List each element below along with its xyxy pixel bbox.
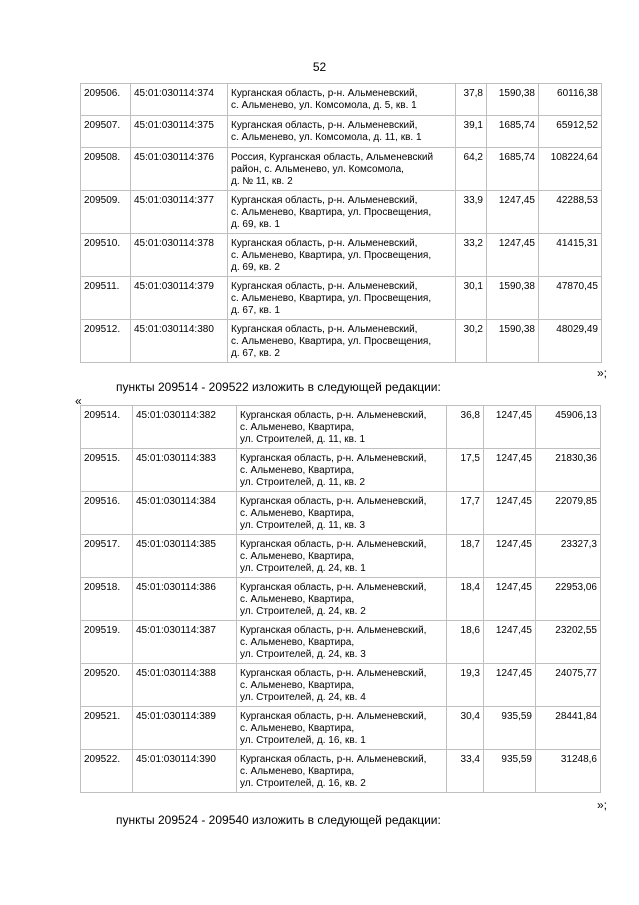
area-cell: 30,4 (447, 707, 484, 750)
address-line: Курганская область, р-н. Альменевский, (240, 754, 427, 765)
cadastral-number-cell: 45:01:030114:390 (133, 750, 237, 793)
area-cell: 30,1 (456, 277, 487, 320)
address-line: с. Альменево, Квартира, (240, 723, 355, 734)
row-number-cell: 209520. (81, 664, 133, 707)
address-cell (237, 492, 447, 535)
table-row (81, 320, 602, 363)
area-cell: 18,4 (447, 578, 484, 621)
address-line: Курганская область, р-н. Альменевский, (240, 625, 427, 636)
table-row (81, 84, 602, 116)
address-line: с. Альменево, Квартира, ул. Просвещения, (231, 293, 432, 304)
table-row (81, 116, 602, 148)
address-line: Курганская область, р-н. Альменевский, (240, 668, 427, 679)
page-number: 52 (312, 60, 327, 74)
sum-cell: 47870,45 (539, 277, 602, 320)
address-cell (237, 664, 447, 707)
row-number-cell: 209507. (81, 116, 131, 148)
area-cell: 18,6 (447, 621, 484, 664)
address-line: с. Альменево, ул. Комсомола, д. 5, кв. 1 (231, 100, 417, 111)
cadastral-number-cell: 45:01:030114:374 (131, 84, 228, 116)
row-number-cell: 209509. (81, 191, 131, 234)
sum-cell: 31248,6 (536, 750, 601, 793)
price-cell: 1685,74 (487, 116, 539, 148)
price-cell: 1247,45 (484, 406, 536, 449)
area-cell: 36,8 (447, 406, 484, 449)
address-line: Курганская область, р-н. Альменевский, (231, 281, 418, 292)
row-number-cell: 209514. (81, 406, 133, 449)
address-line: д. 69, кв. 2 (231, 262, 280, 273)
area-cell: 33,9 (456, 191, 487, 234)
sum-cell: 28441,84 (536, 707, 601, 750)
cadastral-number-cell: 45:01:030114:387 (133, 621, 237, 664)
address-cell (237, 578, 447, 621)
address-cell (237, 750, 447, 793)
row-number-cell: 209516. (81, 492, 133, 535)
table-row (81, 664, 601, 707)
row-number-cell: 209522. (81, 750, 133, 793)
address-line: д. № 11, кв. 2 (231, 176, 293, 187)
address-line: Курганская область, р-н. Альменевский, (231, 238, 418, 249)
table-row (81, 277, 602, 320)
cadastral-number-cell: 45:01:030114:379 (131, 277, 228, 320)
address-line: Курганская область, р-н. Альменевский, (240, 711, 427, 722)
area-cell: 17,5 (447, 449, 484, 492)
address-line: Курганская область, р-н. Альменевский, (240, 410, 427, 421)
address-line: с. Альменево, Квартира, (240, 637, 355, 648)
table-row (81, 707, 601, 750)
address-line: с. Альменево, Квартира, (240, 680, 355, 691)
property-table-1 (80, 83, 602, 363)
address-line: район, с. Альменево, ул. Комсомола, (231, 164, 404, 175)
address-cell (228, 277, 456, 320)
address-line: с. Альменево, Квартира, ул. Просвещения, (231, 250, 432, 261)
opening-quote: « (75, 394, 82, 408)
area-cell: 33,4 (447, 750, 484, 793)
sum-cell: 48029,49 (539, 320, 602, 363)
row-number-cell: 209521. (81, 707, 133, 750)
area-cell: 33,2 (456, 234, 487, 277)
address-line: с. Альменево, Квартира, ул. Просвещения, (231, 336, 432, 347)
cadastral-number-cell: 45:01:030114:377 (131, 191, 228, 234)
area-cell: 30,2 (456, 320, 487, 363)
cadastral-number-cell: 45:01:030114:380 (131, 320, 228, 363)
closing-quote-2: »; (597, 798, 608, 812)
sum-cell: 22079,85 (536, 492, 601, 535)
address-line: с. Альменево, Квартира, (240, 422, 355, 433)
address-line: ул. Строителей, д. 11, кв. 3 (240, 520, 366, 531)
row-number-cell: 209512. (81, 320, 131, 363)
sum-cell: 41415,31 (539, 234, 602, 277)
row-number-cell: 209517. (81, 535, 133, 578)
address-line: ул. Строителей, д. 16, кв. 1 (240, 735, 366, 746)
address-line: Курганская область, р-н. Альменевский, (231, 324, 418, 335)
address-line: Курганская область, р-н. Альменевский, (231, 195, 418, 206)
price-cell: 1247,45 (487, 234, 539, 277)
address-line: ул. Строителей, д. 16, кв. 2 (240, 778, 366, 789)
amendment-paragraph-1: пункты 209514 - 209522 изложить в следующей редакции: (116, 380, 441, 394)
area-cell: 64,2 (456, 148, 487, 191)
cadastral-number-cell: 45:01:030114:385 (133, 535, 237, 578)
cadastral-number-cell: 45:01:030114:383 (133, 449, 237, 492)
row-number-cell: 209515. (81, 449, 133, 492)
sum-cell: 24075,77 (536, 664, 601, 707)
row-number-cell: 209506. (81, 84, 131, 116)
price-cell: 1247,45 (484, 492, 536, 535)
table-row (81, 750, 601, 793)
address-cell (237, 406, 447, 449)
price-cell: 1590,38 (487, 84, 539, 116)
address-cell (237, 449, 447, 492)
table-row (81, 449, 601, 492)
address-line: д. 69, кв. 1 (231, 219, 280, 230)
address-line: ул. Строителей, д. 24, кв. 2 (240, 606, 366, 617)
table-row (81, 492, 601, 535)
area-cell: 39,1 (456, 116, 487, 148)
sum-cell: 23327,3 (536, 535, 601, 578)
sum-cell: 60116,38 (539, 84, 602, 116)
cadastral-number-cell: 45:01:030114:378 (131, 234, 228, 277)
address-line: ул. Строителей, д. 24, кв. 3 (240, 649, 366, 660)
address-line: с. Альменево, Квартира, (240, 766, 355, 777)
row-number-cell: 209508. (81, 148, 131, 191)
address-line: Курганская область, р-н. Альменевский, (240, 496, 427, 507)
address-line: Курганская область, р-н. Альменевский, (231, 120, 418, 131)
address-line: ул. Строителей, д. 11, кв. 2 (240, 477, 366, 488)
address-cell (237, 707, 447, 750)
price-cell: 1590,38 (487, 320, 539, 363)
cadastral-number-cell: 45:01:030114:382 (133, 406, 237, 449)
price-cell: 1247,45 (484, 664, 536, 707)
row-number-cell: 209510. (81, 234, 131, 277)
price-cell: 935,59 (484, 750, 536, 793)
address-cell (228, 84, 456, 116)
address-line: Курганская область, р-н. Альменевский, (231, 88, 418, 99)
row-number-cell: 209518. (81, 578, 133, 621)
closing-quote-1: »; (597, 366, 608, 380)
cadastral-number-cell: 45:01:030114:389 (133, 707, 237, 750)
cadastral-number-cell: 45:01:030114:388 (133, 664, 237, 707)
sum-cell: 42288,53 (539, 191, 602, 234)
price-cell: 1590,38 (487, 277, 539, 320)
price-cell: 1247,45 (487, 191, 539, 234)
address-line: с. Альменево, Квартира, (240, 508, 355, 519)
price-cell: 1247,45 (484, 578, 536, 621)
address-cell (228, 320, 456, 363)
table-row (81, 234, 602, 277)
area-cell: 18,7 (447, 535, 484, 578)
sum-cell: 21830,36 (536, 449, 601, 492)
sum-cell: 23202,55 (536, 621, 601, 664)
address-line: Курганская область, р-н. Альменевский, (240, 453, 427, 464)
address-line: с. Альменево, ул. Комсомола, д. 11, кв. 1 (231, 132, 422, 143)
price-cell: 1685,74 (487, 148, 539, 191)
address-cell (228, 191, 456, 234)
property-table-2 (80, 405, 601, 793)
address-line: Курганская область, р-н. Альменевский, (240, 539, 427, 550)
sum-cell: 45906,13 (536, 406, 601, 449)
address-line: ул. Строителей, д. 24, кв. 1 (240, 563, 366, 574)
address-cell (228, 116, 456, 148)
address-line: Курганская область, р-н. Альменевский, (240, 582, 427, 593)
cadastral-number-cell: 45:01:030114:386 (133, 578, 237, 621)
price-cell: 935,59 (484, 707, 536, 750)
price-cell: 1247,45 (484, 535, 536, 578)
area-cell: 37,8 (456, 84, 487, 116)
address-cell (237, 535, 447, 578)
cadastral-number-cell: 45:01:030114:376 (131, 148, 228, 191)
address-line: д. 67, кв. 2 (231, 348, 280, 359)
amendment-paragraph-2: пункты 209524 - 209540 изложить в следующей редакции: (116, 813, 441, 827)
table-row (81, 406, 601, 449)
address-line: с. Альменево, Квартира, (240, 594, 355, 605)
table-row (81, 535, 601, 578)
table-row (81, 191, 602, 234)
address-line: Россия, Курганская область, Альменевский (231, 152, 434, 163)
price-cell: 1247,45 (484, 449, 536, 492)
area-cell: 17,7 (447, 492, 484, 535)
price-cell: 1247,45 (484, 621, 536, 664)
address-line: д. 67, кв. 1 (231, 305, 280, 316)
address-line: с. Альменево, Квартира, ул. Просвещения, (231, 207, 432, 218)
table-row (81, 621, 601, 664)
row-number-cell: 209511. (81, 277, 131, 320)
address-cell (228, 148, 456, 191)
sum-cell: 108224,64 (539, 148, 602, 191)
cadastral-number-cell: 45:01:030114:375 (131, 116, 228, 148)
row-number-cell: 209519. (81, 621, 133, 664)
cadastral-number-cell: 45:01:030114:384 (133, 492, 237, 535)
address-line: ул. Строителей, д. 11, кв. 1 (240, 434, 366, 445)
table-row (81, 578, 601, 621)
sum-cell: 65912,52 (539, 116, 602, 148)
address-cell (228, 234, 456, 277)
address-line: ул. Строителей, д. 24, кв. 4 (240, 692, 366, 703)
address-line: с. Альменево, Квартира, (240, 465, 355, 476)
address-cell (237, 621, 447, 664)
address-line: с. Альменево, Квартира, (240, 551, 355, 562)
sum-cell: 22953,06 (536, 578, 601, 621)
area-cell: 19,3 (447, 664, 484, 707)
table-row (81, 148, 602, 191)
